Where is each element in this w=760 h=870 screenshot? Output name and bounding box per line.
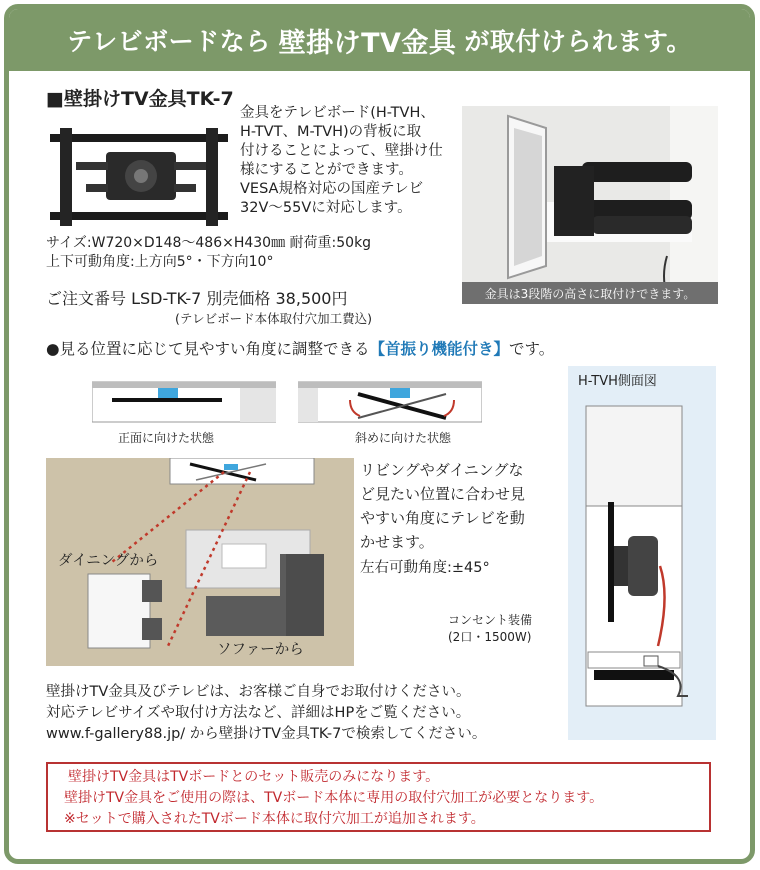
installation-note: [46, 682, 486, 745]
front-facing-label: 正面に向けた状態: [118, 431, 215, 445]
side-view-title: H-TVH側面図: [578, 374, 657, 389]
description-line: 32V〜55Vに対応します。: [240, 200, 412, 216]
photo-caption: 金具は3段階の高さに取付けできます。: [462, 282, 718, 304]
header-text-1: テレビボードなら: [67, 27, 271, 56]
sofa-label: ソファーから: [217, 642, 304, 658]
swivel-text-line: リビングやダイニングな: [360, 461, 524, 479]
swivel-highlight: 【首振り機能付き】: [369, 340, 510, 358]
installation-note-line: www.f-gallery88.jp/ から壁掛けTV金具TK-7で検索してください。: [46, 726, 487, 742]
description-line: H-TVT、M-TVH)の背板に取: [240, 124, 422, 140]
notice-line: 壁掛けTV金具はTVボードとのセット販売のみになります。: [68, 769, 440, 785]
header-text-2: 壁掛けTV金具: [278, 27, 457, 59]
swivel-feature-heading: [46, 337, 554, 359]
header-text-3: が取付けられます。: [464, 27, 692, 56]
spec-tilt: 上下可動角度:上方向5°・下方向10°: [46, 254, 274, 270]
outlet-label-line: コンセント装備: [448, 613, 533, 627]
spec-size: サイズ:W720×D148〜486×H430㎜ 耐荷重:50kg: [46, 235, 372, 251]
order-number: ご注文番号 LSD-TK-7 別売価格 38,500円: [46, 289, 348, 308]
notice-line: 壁掛けTV金具をご使用の際は、TVボード本体に専用の取付穴加工が必要となります。: [64, 790, 604, 806]
outlet-label: [448, 612, 532, 646]
dining-label: ダイニングから: [58, 553, 159, 569]
outlet-label-line: (2口・1500W): [448, 630, 532, 644]
swivel-text-line: やすい角度にテレビを動: [360, 509, 525, 527]
swivel-text-line: ど見たい位置に合わせ見: [360, 485, 526, 503]
page-header: [9, 9, 750, 71]
swivel-heading-end: です。: [509, 340, 555, 358]
swivel-description: [360, 458, 555, 554]
product-title: ■壁掛けTV金具TK-7: [46, 88, 234, 110]
swivel-heading-text: ●見る位置に応じて見やすい角度に調整できる: [46, 340, 370, 358]
notice-line: ※セットで購入されたTVボード本体に取付穴加工が追加されます。: [64, 811, 485, 827]
angled-diagram: [298, 378, 482, 428]
installation-note-line: 対応テレビサイズや取付け方法など、詳細はHPをご覧ください。: [46, 705, 471, 721]
description-line: 付けることによって、壁掛け仕: [240, 143, 443, 159]
order-note: (テレビボード本体取付穴加工費込): [175, 311, 373, 326]
description-line: VESA規格対応の国産テレビ: [240, 181, 424, 197]
front-facing-diagram: [92, 378, 276, 428]
installation-note-line: 壁掛けTV金具及びテレビは、お客様ご自身でお取付けください。: [46, 684, 471, 700]
swivel-text-line: かせます。: [360, 533, 434, 551]
product-specs: [46, 234, 371, 272]
description-line: 様にすることができます。: [240, 162, 413, 178]
wall-mount-bracket-image: [46, 124, 232, 230]
sales-notice-box: [46, 762, 711, 832]
installed-mount-photo: [462, 106, 718, 304]
swivel-angle: 左右可動角度:±45°: [360, 560, 490, 576]
side-view-panel: [568, 366, 716, 740]
description-line: 金具をテレビボード(H-TVH、: [240, 105, 435, 121]
angled-label: 斜めに向けた状態: [355, 431, 452, 445]
product-description: [240, 104, 455, 218]
